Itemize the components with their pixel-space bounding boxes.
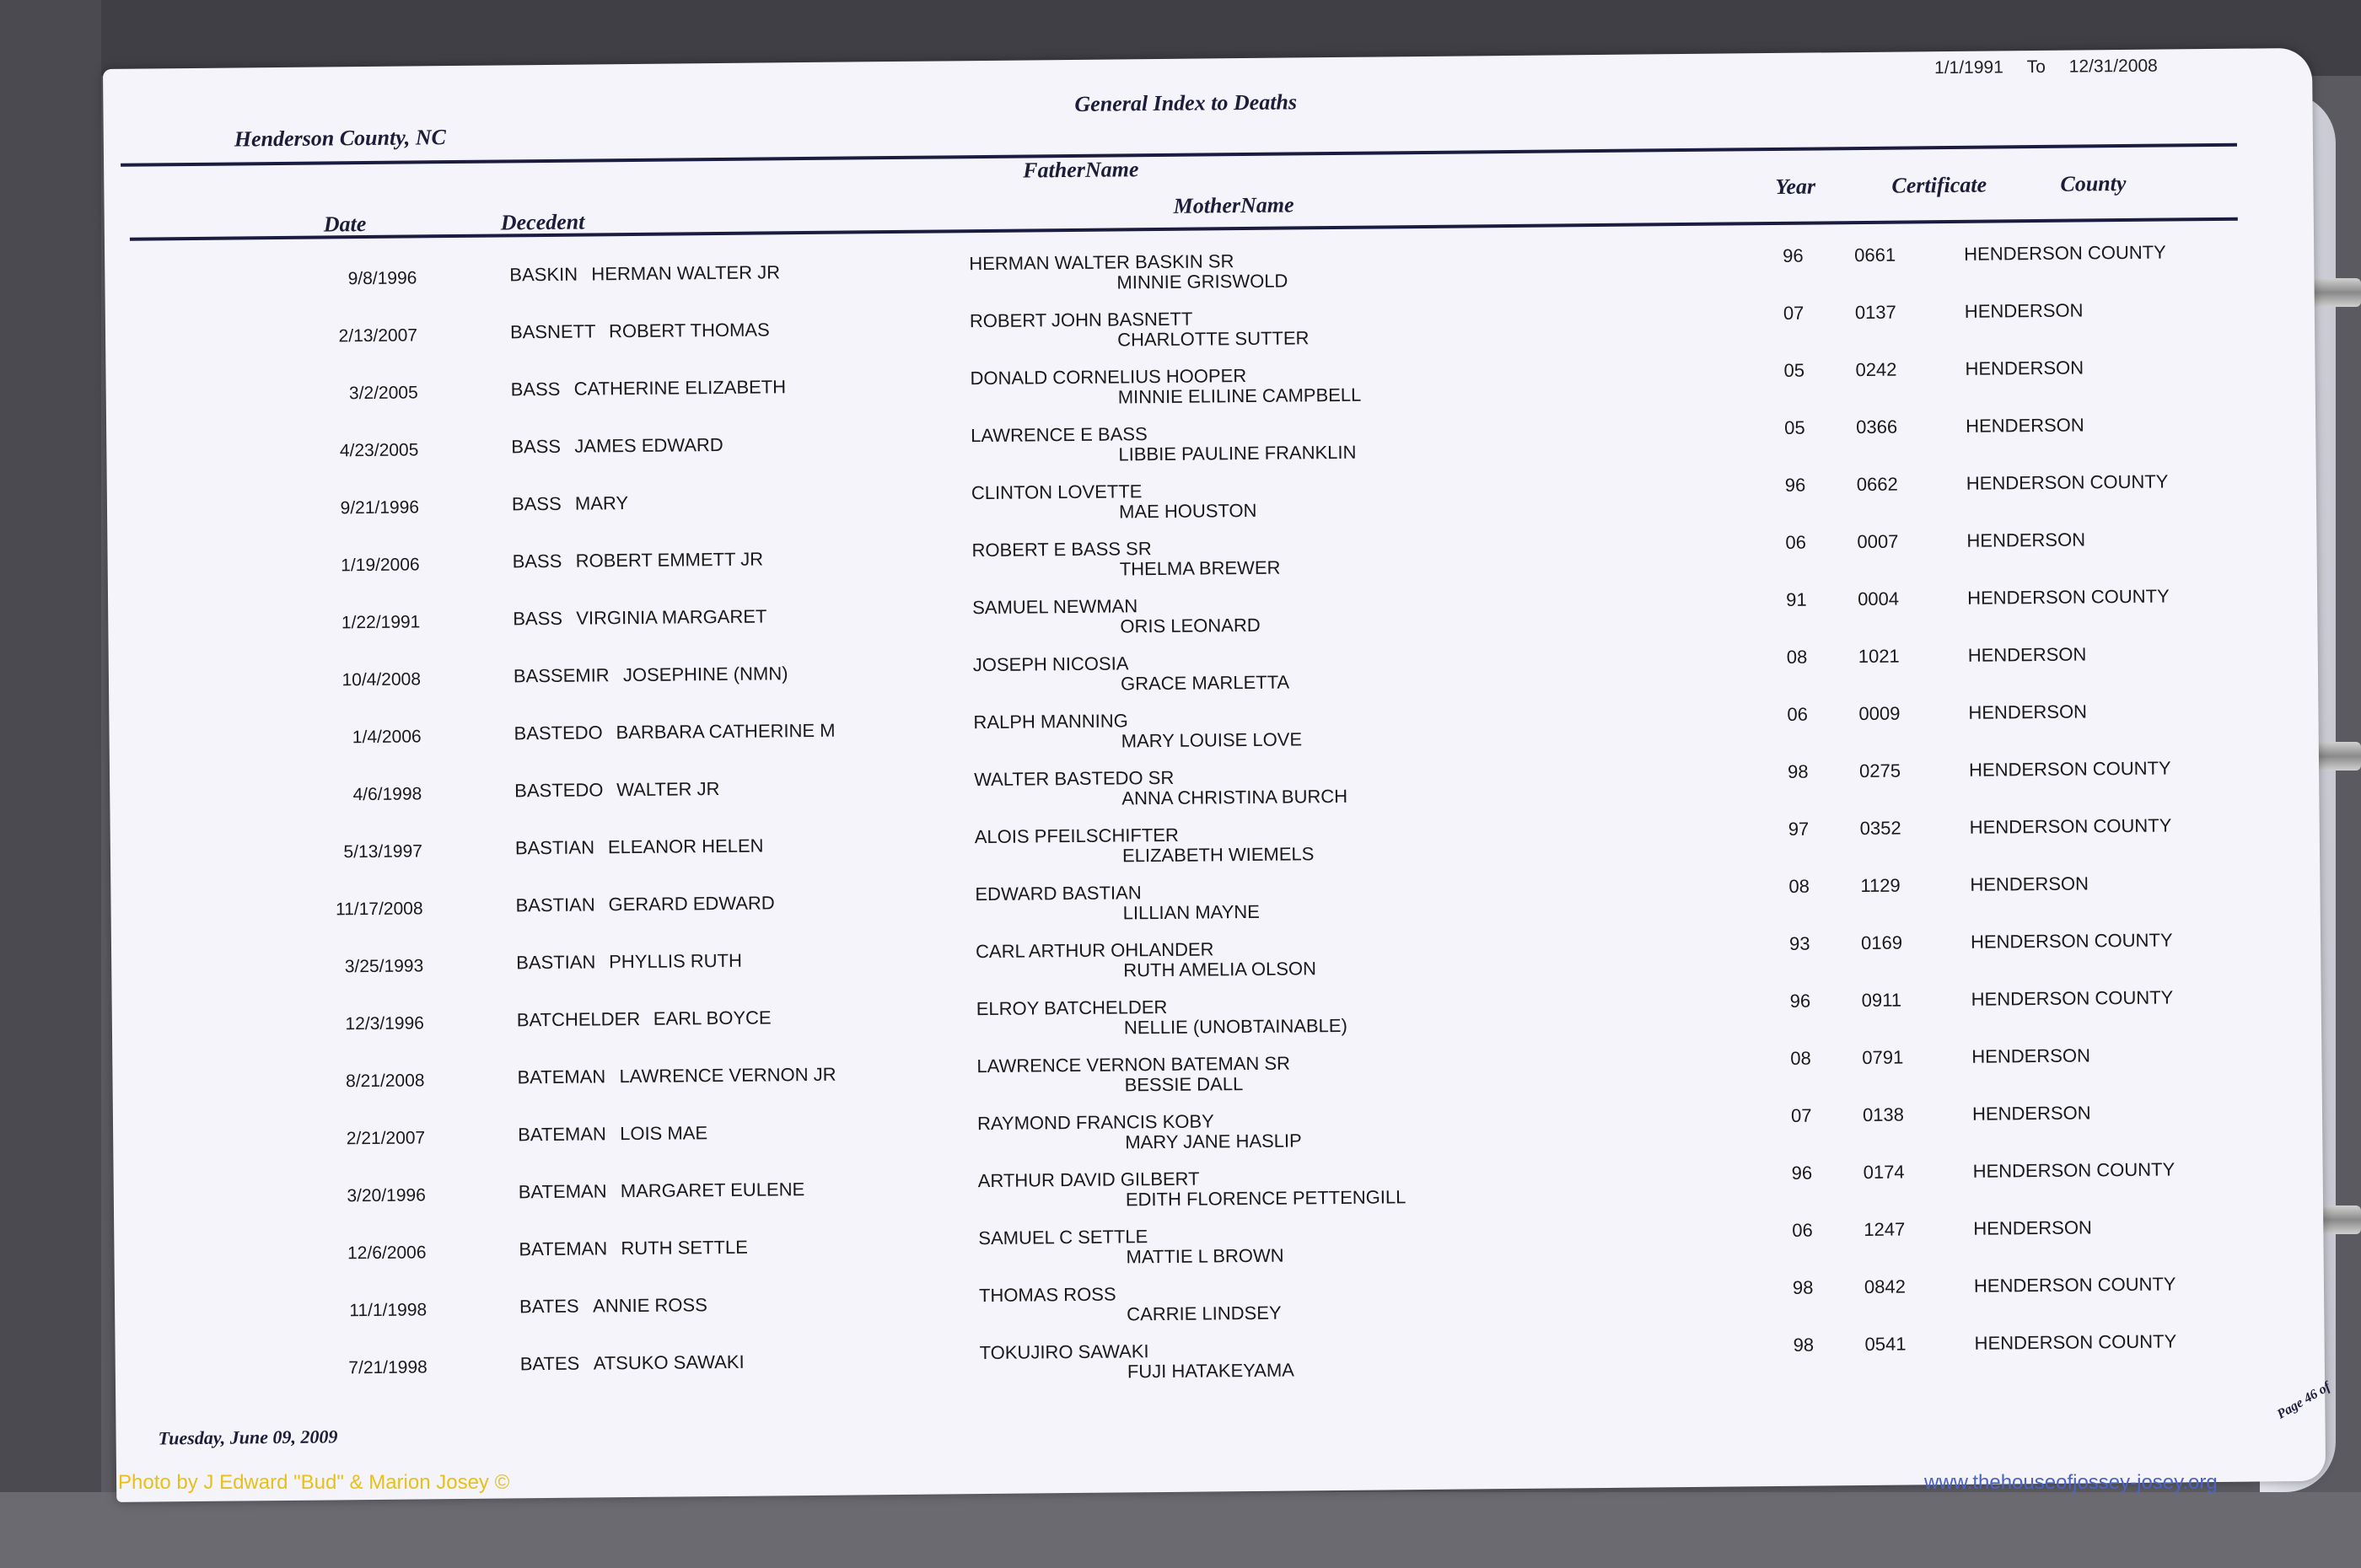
website-link[interactable]: www.thehouseofjossey-josey.org xyxy=(1924,1471,2218,1494)
decedent-surname: BASTEDO xyxy=(514,722,603,744)
father-name: RAYMOND FRANCIS KOBY xyxy=(976,1110,1214,1135)
father-name: DONALD CORNELIUS HOOPER xyxy=(970,364,1247,389)
county-name: HENDERSON COUNTY xyxy=(1971,986,2174,1010)
decedent-surname: BASTIAN xyxy=(516,951,596,974)
decedent-surname: BATEMAN xyxy=(518,1123,606,1146)
decedent-given-name: JAMES EDWARD xyxy=(574,433,723,457)
death-date: 12/3/1996 xyxy=(345,1013,424,1034)
decedent-given-name: PHYLLIS RUTH xyxy=(609,949,743,973)
decedent-given-name: GERARD EDWARD xyxy=(608,892,775,916)
certificate-number: 0911 xyxy=(1861,989,1902,1012)
father-name: CLINTON LOVETTE xyxy=(971,481,1143,504)
certificate-number: 0174 xyxy=(1863,1161,1905,1184)
death-date: 3/25/1993 xyxy=(344,956,424,977)
column-year: Year xyxy=(1775,174,1816,199)
year: 08 xyxy=(1790,1047,1811,1069)
decedent-surname: BATEMAN xyxy=(518,1180,607,1203)
certificate-number: 0661 xyxy=(1854,244,1896,266)
decedent-surname: BATEMAN xyxy=(517,1066,606,1088)
mother-name: MINNIE GRISWOLD xyxy=(1116,270,1288,293)
year: 98 xyxy=(1792,1276,1814,1298)
background-left xyxy=(0,0,101,1568)
father-name: ELROY BATCHELDER xyxy=(976,996,1168,1020)
decedent-surname: BATES xyxy=(519,1352,580,1375)
father-name: THOMAS ROSS xyxy=(978,1283,1116,1307)
certificate-number: 0275 xyxy=(1858,760,1901,782)
date-range-end: 12/31/2008 xyxy=(2068,56,2158,77)
certificate-number: 0242 xyxy=(1855,358,1897,381)
county-name: HENDERSON xyxy=(1968,701,2088,723)
decedent-given-name: BARBARA CATHERINE M xyxy=(616,719,836,744)
decedent-given-name: ROBERT THOMAS xyxy=(608,319,770,342)
decedent-surname: BATEMAN xyxy=(519,1238,608,1260)
death-date: 1/4/2006 xyxy=(352,727,422,748)
county-name: HENDERSON COUNTY xyxy=(1970,929,2173,953)
decedent-surname: BASS xyxy=(513,607,563,630)
death-date: 3/20/1996 xyxy=(347,1185,426,1206)
photo-credit: Photo by J Edward "Bud" & Marion Josey © xyxy=(118,1471,510,1494)
mother-name: ELIZABETH WIEMELS xyxy=(1121,843,1315,867)
decedent-given-name: JOSEPHINE (NMN) xyxy=(622,663,788,686)
decedent-given-name: EARL BOYCE xyxy=(653,1007,772,1029)
death-date: 9/8/1996 xyxy=(347,268,417,289)
decedent-given-name: ROBERT EMMETT JR xyxy=(575,548,764,572)
year: 96 xyxy=(1783,244,1804,266)
background-bottom xyxy=(0,1492,2361,1568)
death-date: 8/21/2008 xyxy=(345,1071,425,1092)
mother-name: MATTIE L BROWN xyxy=(1126,1244,1284,1268)
decedent-surname: BASTIAN xyxy=(515,894,595,916)
mother-name: CARRIE LINDSEY xyxy=(1127,1302,1282,1325)
mother-name: ORIS LEONARD xyxy=(1120,614,1261,637)
county-name: HENDERSON xyxy=(1970,873,2089,895)
decedent-given-name: WALTER JR xyxy=(616,778,720,801)
death-date: 11/17/2008 xyxy=(335,899,423,920)
death-date: 7/21/1998 xyxy=(348,1357,428,1378)
father-name: WALTER BASTEDO SR xyxy=(974,766,1175,791)
year: 08 xyxy=(1788,875,1810,897)
father-name: EDWARD BASTIAN xyxy=(975,882,1142,905)
death-date: 1/22/1991 xyxy=(341,612,421,633)
county-name: HENDERSON COUNTY xyxy=(1967,585,2170,609)
mother-name: NELLIE (UNOBTAINABLE) xyxy=(1123,1014,1347,1039)
death-date: 9/21/1996 xyxy=(340,497,420,518)
decedent-given-name: ELEANOR HELEN xyxy=(607,835,764,858)
county-name: HENDERSON COUNTY xyxy=(1964,241,2166,265)
mother-name: EDITH FLORENCE PETTENGILL xyxy=(1125,1186,1406,1211)
certificate-number: 0842 xyxy=(1864,1275,1907,1298)
death-date: 4/6/1998 xyxy=(352,784,422,805)
father-name: TOKUJIRO SAWAKI xyxy=(979,1340,1149,1364)
county-name: HENDERSON COUNTY xyxy=(1968,757,2171,781)
decedent-surname: BASS xyxy=(511,435,562,458)
county-name: HENDERSON xyxy=(1973,1216,2092,1239)
column-decedent: Decedent xyxy=(500,209,585,235)
death-date: 10/4/2008 xyxy=(342,669,422,690)
decedent-given-name: CATHERINE ELIZABETH xyxy=(573,376,787,400)
mother-name: RUTH AMELIA OLSON xyxy=(1123,958,1317,981)
county-name: HENDERSON COUNTY xyxy=(1974,1330,2177,1354)
father-name: LAWRENCE VERNON BATEMAN SR xyxy=(976,1052,1291,1077)
death-date: 4/23/2005 xyxy=(339,440,419,461)
county-name: HENDERSON xyxy=(1966,529,2086,551)
year: 05 xyxy=(1783,359,1805,381)
certificate-number: 0366 xyxy=(1856,416,1898,438)
decedent-surname: BASTIAN xyxy=(514,836,595,859)
year: 05 xyxy=(1784,416,1805,438)
decedent-surname: BASSEMIR xyxy=(513,664,610,687)
certificate-number: 0007 xyxy=(1857,530,1899,553)
year: 06 xyxy=(1785,531,1807,553)
decedent-given-name: VIRGINIA MARGARET xyxy=(576,605,767,629)
decedent-given-name: ANNIE ROSS xyxy=(592,1294,707,1317)
mother-name: LIBBIE PAULINE FRANKLIN xyxy=(1118,441,1357,465)
father-name: LAWRENCE E BASS xyxy=(971,423,1148,447)
father-name: ROBERT JOHN BASNETT xyxy=(969,308,1193,332)
year: 06 xyxy=(1792,1219,1813,1241)
father-name: RALPH MANNING xyxy=(973,710,1128,733)
county-name: HENDERSON COUNTY xyxy=(1972,1158,2175,1182)
county-name: HENDERSON xyxy=(1966,414,2084,437)
county-name: HENDERSON xyxy=(1971,1044,2091,1067)
mother-name: ANNA CHRISTINA BURCH xyxy=(1121,785,1348,809)
county-name: HENDERSON COUNTY xyxy=(1969,814,2172,838)
year: 96 xyxy=(1789,990,1811,1012)
certificate-number: 1129 xyxy=(1860,874,1901,897)
death-date: 2/21/2007 xyxy=(346,1128,426,1149)
decedent-surname: BATCHELDER xyxy=(516,1007,641,1031)
father-name: ARTHUR DAVID GILBERT xyxy=(977,1168,1200,1192)
year: 93 xyxy=(1788,932,1810,954)
mother-name: MARY JANE HASLIP xyxy=(1125,1130,1302,1153)
year: 98 xyxy=(1787,760,1809,782)
year: 07 xyxy=(1790,1104,1812,1126)
mother-name: FUJI HATAKEYAMA xyxy=(1127,1359,1295,1383)
certificate-number: 1247 xyxy=(1864,1218,1906,1241)
year: 08 xyxy=(1786,646,1808,668)
father-name: ALOIS PFEILSCHIFTER xyxy=(974,824,1179,848)
father-name: JOSEPH NICOSIA xyxy=(972,652,1129,676)
year: 07 xyxy=(1783,302,1804,324)
certificate-number: 0138 xyxy=(1862,1104,1905,1126)
mother-name: MARY LOUISE LOVE xyxy=(1121,728,1303,752)
county-name: HENDERSON xyxy=(1964,299,2084,322)
certificate-number: 1021 xyxy=(1858,645,1900,668)
year: 98 xyxy=(1793,1334,1815,1356)
certificate-number: 0169 xyxy=(1860,932,1903,954)
register-page xyxy=(103,48,2333,1502)
father-name: SAMUEL NEWMAN xyxy=(972,595,1138,619)
death-date: 3/2/2005 xyxy=(348,383,418,404)
column-certificate: Certificate xyxy=(1891,172,1987,198)
mother-name: MAE HOUSTON xyxy=(1118,499,1257,523)
county-name: HENDERSON xyxy=(1967,643,2087,666)
decedent-given-name: ATSUKO SAWAKI xyxy=(593,1351,745,1374)
year: 96 xyxy=(1791,1162,1813,1184)
death-date: 1/19/2006 xyxy=(341,555,420,576)
certificate-number: 0662 xyxy=(1856,473,1898,496)
county-name: HENDERSON COUNTY xyxy=(1973,1273,2176,1297)
death-date: 11/1/1998 xyxy=(349,1300,428,1321)
year: 91 xyxy=(1786,588,1807,610)
decedent-given-name: LAWRENCE VERNON JR xyxy=(619,1063,836,1087)
death-date: 2/13/2007 xyxy=(338,325,418,346)
column-date: Date xyxy=(323,212,367,237)
death-date: 5/13/1997 xyxy=(343,841,423,862)
certificate-number: 0791 xyxy=(1862,1046,1904,1069)
certificate-number: 0541 xyxy=(1864,1333,1907,1356)
decedent-given-name: RUTH SETTLE xyxy=(621,1236,748,1259)
certificate-number: 0137 xyxy=(1854,301,1896,324)
column-county: County xyxy=(2060,170,2127,196)
decedent-given-name: MARGARET EULENE xyxy=(620,1179,805,1202)
decedent-surname: BASNETT xyxy=(509,320,596,343)
certificate-number: 0009 xyxy=(1858,702,1901,725)
county-name: HENDERSON COUNTY xyxy=(1966,470,2169,494)
page-number: Page 46 of xyxy=(2274,1379,2333,1422)
decedent-surname: BASS xyxy=(512,550,562,572)
father-name: ROBERT E BASS SR xyxy=(971,538,1152,561)
mother-name: LILLIAN MAYNE xyxy=(1122,900,1260,924)
index-title: General Index to Deaths xyxy=(1074,89,1298,116)
date-range xyxy=(1934,56,2158,79)
father-name: SAMUEL C SETTLE xyxy=(978,1226,1148,1249)
column-mother: MotherName xyxy=(1173,192,1294,218)
column-father: FatherName xyxy=(1023,157,1139,183)
certificate-number: 0004 xyxy=(1858,588,1900,610)
year: 97 xyxy=(1788,818,1810,840)
mother-name: MINNIE ELILINE CAMPBELL xyxy=(1117,384,1362,408)
decedent-surname: BASTEDO xyxy=(514,779,604,802)
certificate-number: 0352 xyxy=(1859,817,1901,840)
father-name: HERMAN WALTER BASKIN SR xyxy=(969,250,1234,275)
decedent-surname: BATES xyxy=(519,1295,579,1318)
decedent-given-name: HERMAN WALTER JR xyxy=(591,261,781,285)
father-name: CARL ARTHUR OHLANDER xyxy=(975,938,1214,963)
decedent-given-name: MARY xyxy=(574,492,629,514)
date-range-start: 1/1/1991 xyxy=(1933,57,2003,78)
print-date: Tuesday, June 09, 2009 xyxy=(158,1426,338,1449)
mother-name: CHARLOTTE SUTTER xyxy=(1117,327,1310,351)
year: 06 xyxy=(1787,703,1809,725)
year: 96 xyxy=(1784,474,1806,496)
county-name: HENDERSON xyxy=(1965,357,2084,379)
decedent-surname: BASS xyxy=(510,378,561,400)
decedent-given-name: LOIS MAE xyxy=(620,1122,708,1145)
mother-name: GRACE MARLETTA xyxy=(1120,671,1290,695)
decedent-surname: BASS xyxy=(511,492,562,515)
county-name: HENDERSON xyxy=(1971,1102,2091,1125)
death-date: 12/6/2006 xyxy=(347,1243,427,1264)
mother-name: BESSIE DALL xyxy=(1124,1073,1244,1096)
date-range-to: To xyxy=(2026,56,2046,78)
county-title: Henderson County, NC xyxy=(234,125,447,152)
mother-name: THELMA BREWER xyxy=(1119,556,1281,580)
decedent-surname: BASKIN xyxy=(509,263,578,286)
